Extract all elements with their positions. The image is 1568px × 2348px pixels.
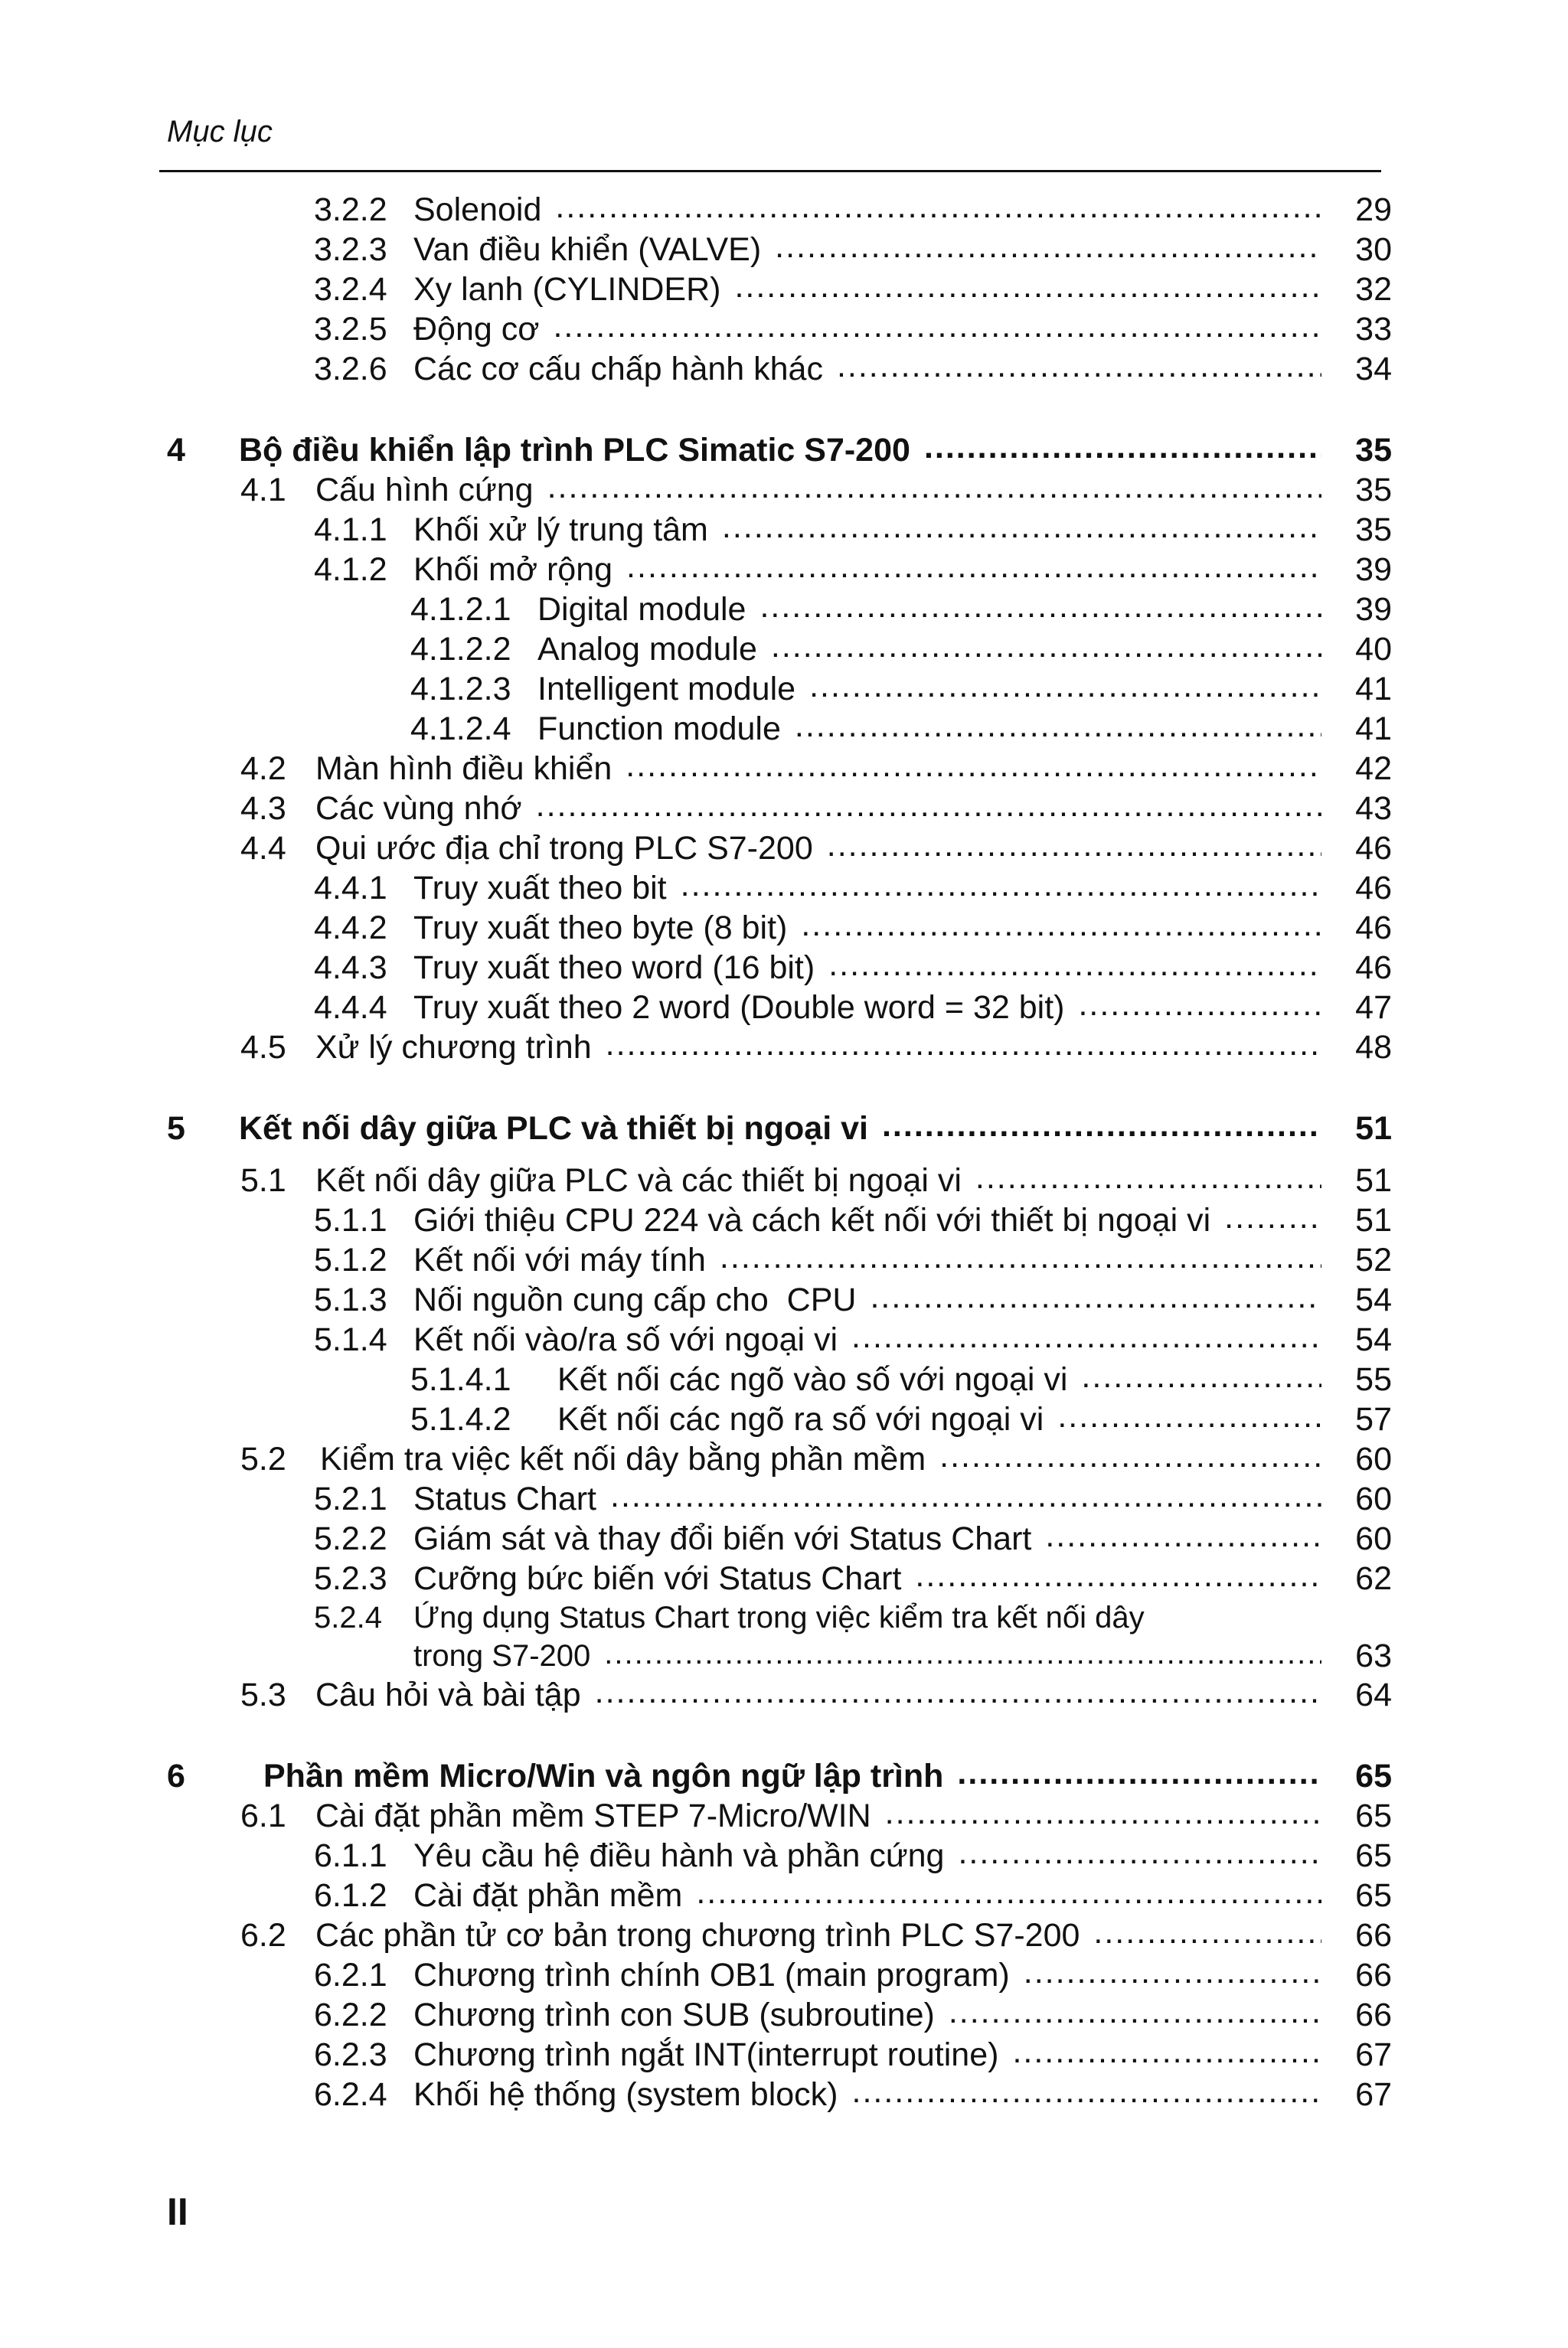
- toc-number: 6.2: [240, 1917, 286, 1954]
- toc-entry[interactable]: [0, 470, 1568, 510]
- toc-page: 65: [1355, 1798, 1392, 1834]
- toc-entry[interactable]: [0, 709, 1568, 749]
- toc-number: 5.1.2: [314, 1242, 387, 1279]
- toc-number: 4.1.2.4: [410, 710, 511, 747]
- toc-number: 5.2.3: [314, 1560, 387, 1597]
- toc-title: Status Chart: [413, 1481, 596, 1517]
- toc-page: 42: [1355, 750, 1392, 787]
- toc-title: Kết nối dây giữa PLC và thiết bị ngoại vi: [239, 1110, 868, 1147]
- toc-entry[interactable]: [0, 669, 1568, 709]
- dot-leader: [827, 828, 1321, 868]
- toc-title: Analog module: [537, 631, 757, 668]
- toc-number: 4: [167, 432, 185, 469]
- toc-number: 4.3: [240, 790, 286, 827]
- toc-page: 52: [1355, 1242, 1392, 1279]
- header-rule: [159, 170, 1381, 172]
- toc-title: Bộ điều khiển lập trình PLC Simatic S7-200: [239, 432, 910, 469]
- toc-number: 5.1.3: [314, 1282, 387, 1318]
- running-header: Mục lục: [167, 115, 273, 149]
- toc-title: Qui ước địa chỉ trong PLC S7-200: [315, 830, 813, 867]
- toc-number: 5.2.4: [314, 1601, 382, 1634]
- toc-entry[interactable]: [0, 1439, 1568, 1479]
- toc-entry[interactable]: [0, 1479, 1568, 1519]
- toc-entry[interactable]: [0, 1399, 1568, 1439]
- toc-entry[interactable]: [0, 1955, 1568, 1995]
- toc-chapter-entry[interactable]: [0, 1109, 1568, 1148]
- toc-entry[interactable]: [0, 1519, 1568, 1559]
- dot-leader: [1081, 1360, 1321, 1399]
- dot-leader: [734, 269, 1321, 309]
- toc-entry[interactable]: [0, 349, 1568, 389]
- dot-leader: [606, 1027, 1321, 1067]
- toc-page: 32: [1355, 271, 1392, 308]
- toc-number: 6.1: [240, 1798, 286, 1834]
- dot-leader: [975, 1161, 1321, 1200]
- toc-number: 4.2: [240, 750, 286, 787]
- dot-leader: [553, 309, 1321, 349]
- toc-entry[interactable]: [0, 1280, 1568, 1320]
- toc-title: Phần mềm Micro/Win và ngôn ngữ lập trình: [263, 1758, 944, 1794]
- toc-page: 66: [1355, 1957, 1392, 1994]
- dot-leader: [837, 349, 1321, 389]
- toc-number: 5.2.2: [314, 1520, 387, 1557]
- toc-page: 57: [1355, 1401, 1392, 1438]
- toc-entry[interactable]: [0, 2035, 1568, 2075]
- toc-page: 67: [1355, 2076, 1392, 2113]
- toc-number: 6.2.2: [314, 1997, 387, 2033]
- toc-entry[interactable]: [0, 749, 1568, 789]
- dot-leader: [771, 629, 1321, 669]
- toc-entry[interactable]: [0, 309, 1568, 349]
- toc-number: 3.2.3: [314, 231, 387, 268]
- toc-number: 6: [167, 1758, 185, 1794]
- toc-page: 47: [1355, 989, 1392, 1026]
- dot-leader: [1093, 1915, 1321, 1955]
- toc-entry[interactable]: [0, 1995, 1568, 2035]
- toc-number: 3.2.6: [314, 351, 387, 387]
- toc-entry[interactable]: [0, 1836, 1568, 1876]
- toc-page: 43: [1355, 790, 1392, 827]
- toc-title: Cài đặt phần mềm STEP 7-Micro/WIN: [315, 1798, 871, 1834]
- toc-entry-continuation[interactable]: [0, 1637, 1568, 1675]
- toc-page: 65: [1355, 1877, 1392, 1914]
- toc-title: Chương trình chính OB1 (main program): [413, 1957, 1010, 1994]
- dot-leader: [852, 2075, 1322, 2115]
- dot-leader: [626, 749, 1321, 789]
- toc-title: Động cơ: [413, 311, 540, 348]
- toc-entry[interactable]: [0, 1360, 1568, 1399]
- toc-title: Màn hình điều khiển: [315, 750, 612, 787]
- page-number: II: [167, 2190, 188, 2233]
- toc-chapter-entry[interactable]: [0, 430, 1568, 470]
- dot-leader: [1012, 2035, 1321, 2075]
- toc-title: Cưỡng bức biến với Status Chart: [413, 1560, 902, 1597]
- toc-entry[interactable]: [0, 1240, 1568, 1280]
- dot-leader: [1224, 1200, 1321, 1240]
- dot-leader: [915, 1559, 1321, 1599]
- toc-entry[interactable]: [0, 1675, 1568, 1715]
- toc-title: Khối hệ thống (system block): [413, 2076, 838, 2113]
- toc-page: 29: [1355, 191, 1392, 228]
- toc-number: 5.1.4: [314, 1321, 387, 1358]
- dot-leader: [722, 510, 1321, 550]
- toc-number: 6.1.1: [314, 1837, 387, 1874]
- toc-number: 3.2.2: [314, 191, 387, 228]
- dot-leader: [555, 190, 1321, 230]
- toc-number: 5.1.4.2: [410, 1401, 511, 1438]
- toc-title: Truy xuất theo 2 word (Double word = 32 bit): [413, 989, 1065, 1026]
- toc-entry[interactable]: [0, 2075, 1568, 2115]
- toc-entry[interactable]: [0, 828, 1568, 868]
- toc-page: 54: [1355, 1282, 1392, 1318]
- toc-entry[interactable]: [0, 908, 1568, 948]
- toc-number: 4.4.4: [314, 989, 387, 1026]
- toc-title: Kết nối vào/ra số với ngoại vi: [413, 1321, 838, 1358]
- toc-entry[interactable]: [0, 510, 1568, 550]
- toc-page: 46: [1355, 949, 1392, 986]
- toc-title: Câu hỏi và bài tập: [315, 1677, 581, 1713]
- toc-number: 4.4.1: [314, 870, 387, 906]
- toc-title: Nối nguồn cung cấp cho CPU: [413, 1282, 857, 1318]
- toc-page: 65: [1355, 1837, 1392, 1874]
- dot-leader: [958, 1836, 1321, 1876]
- toc-number: 4.1.2.1: [410, 591, 511, 628]
- toc-page: 46: [1355, 830, 1392, 867]
- dot-leader: [870, 1280, 1321, 1320]
- toc-page: 39: [1355, 551, 1392, 588]
- dot-leader: [610, 1479, 1321, 1519]
- toc-entry[interactable]: [0, 230, 1568, 269]
- toc-page: 60: [1355, 1481, 1392, 1517]
- toc-number: 4.1.2.3: [410, 671, 511, 707]
- toc-title: Chương trình con SUB (subroutine): [413, 1997, 935, 2033]
- toc-number: 6.2.3: [314, 2036, 387, 2073]
- toc-number: 5.2.1: [314, 1481, 387, 1517]
- dot-leader: [949, 1995, 1321, 2035]
- dot-leader: [801, 908, 1321, 948]
- toc-number: 6.2.1: [314, 1957, 387, 1994]
- table-of-contents: [0, 190, 1568, 2115]
- toc-page: 41: [1355, 710, 1392, 747]
- toc-number: 4.5: [240, 1029, 286, 1066]
- dot-leader: [924, 430, 1321, 470]
- toc-title: Digital module: [537, 591, 746, 628]
- toc-chapter-entry[interactable]: [0, 1756, 1568, 1796]
- toc-page: 60: [1355, 1441, 1392, 1478]
- toc-page: 51: [1355, 1110, 1392, 1147]
- toc-page: 34: [1355, 351, 1392, 387]
- toc-page: 54: [1355, 1321, 1392, 1358]
- toc-title: Truy xuất theo word (16 bit): [413, 949, 815, 986]
- toc-page: 30: [1355, 231, 1392, 268]
- toc-entry[interactable]: [0, 269, 1568, 309]
- toc-title: Khối mở rộng: [413, 551, 613, 588]
- toc-page: 65: [1355, 1758, 1392, 1794]
- toc-title: Intelligent module: [537, 671, 796, 707]
- toc-title: Xử lý chương trình: [315, 1029, 592, 1066]
- toc-entry[interactable]: [0, 1320, 1568, 1360]
- toc-number: 5.1.1: [314, 1202, 387, 1239]
- toc-title: Kết nối dây giữa PLC và các thiết bị ngoại vi: [315, 1162, 962, 1199]
- dot-leader: [760, 589, 1321, 629]
- toc-number: 6.2.4: [314, 2076, 387, 2113]
- dot-leader: [828, 948, 1321, 988]
- toc-entry[interactable]: [0, 948, 1568, 988]
- toc-page: 66: [1355, 1917, 1392, 1954]
- toc-title: Khối xử lý trung tâm: [413, 511, 708, 548]
- toc-title: Truy xuất theo byte (8 bit): [413, 909, 788, 946]
- toc-page: 51: [1355, 1202, 1392, 1239]
- toc-title: Cấu hình cứng: [315, 472, 534, 508]
- toc-title: Các phần tử cơ bản trong chương trình PLC S7-200: [315, 1917, 1080, 1954]
- toc-entry[interactable]: [0, 589, 1568, 629]
- toc-title: Kết nối các ngõ ra số với ngoại vi: [557, 1401, 1044, 1438]
- toc-entry[interactable]: [0, 988, 1568, 1027]
- toc-entry[interactable]: [0, 1876, 1568, 1915]
- toc-entry[interactable]: [0, 1559, 1568, 1599]
- toc-page: 66: [1355, 1997, 1392, 2033]
- toc-page: 41: [1355, 671, 1392, 707]
- toc-title: Các cơ cấu chấp hành khác: [413, 351, 823, 387]
- toc-page: 46: [1355, 870, 1392, 906]
- toc-title: Kiểm tra việc kết nối dây bằng phần mềm: [320, 1441, 926, 1478]
- dot-leader: [809, 669, 1321, 709]
- toc-number: 4.1.2: [314, 551, 387, 588]
- toc-page: 60: [1355, 1520, 1392, 1557]
- toc-page: 67: [1355, 2036, 1392, 2073]
- toc-title-continuation: trong S7-200: [413, 1639, 591, 1673]
- toc-page: 40: [1355, 631, 1392, 668]
- toc-number: 6.1.2: [314, 1877, 387, 1914]
- toc-page: 55: [1355, 1361, 1392, 1398]
- toc-title: Van điều khiển (VALVE): [413, 231, 762, 268]
- toc-page: 64: [1355, 1677, 1392, 1713]
- toc-title: Giới thiệu CPU 224 và cách kết nối với thiết bị ngoại vi: [413, 1202, 1211, 1239]
- toc-entry[interactable]: [0, 629, 1568, 669]
- dot-leader: [795, 709, 1321, 749]
- toc-number: 4.1.2.2: [410, 631, 511, 668]
- dot-leader: [1024, 1955, 1321, 1995]
- toc-title: Ứng dụng Status Chart trong việc kiểm tra kết nối dây: [413, 1601, 1145, 1634]
- toc-page: 62: [1355, 1560, 1392, 1597]
- toc-entry[interactable]: [0, 1796, 1568, 1836]
- dot-leader: [536, 789, 1321, 828]
- toc-title: Function module: [537, 710, 781, 747]
- dot-leader: [1045, 1519, 1321, 1559]
- toc-number: 4.4: [240, 830, 286, 867]
- toc-number: 4.4.3: [314, 949, 387, 986]
- toc-number: 3.2.4: [314, 271, 387, 308]
- toc-entry[interactable]: [0, 1200, 1568, 1240]
- toc-entry[interactable]: [0, 1161, 1568, 1200]
- toc-page: 63: [1355, 1638, 1392, 1674]
- toc-title: Kết nối các ngõ vào số với ngoại vi: [557, 1361, 1068, 1398]
- toc-number: 3.2.5: [314, 311, 387, 348]
- toc-title: Cài đặt phần mềm: [413, 1877, 683, 1914]
- dot-leader: [696, 1876, 1321, 1915]
- toc-page: 35: [1355, 472, 1392, 508]
- toc-entry[interactable]: [0, 1599, 1568, 1637]
- dot-leader: [957, 1756, 1321, 1796]
- toc-number: 5.1: [240, 1162, 286, 1199]
- toc-page: 35: [1355, 511, 1392, 548]
- toc-title: Yêu cầu hệ điều hành và phần cứng: [413, 1837, 945, 1874]
- toc-number: 4.1.1: [314, 511, 387, 548]
- dot-leader: [775, 230, 1321, 269]
- dot-leader: [939, 1439, 1321, 1479]
- toc-page: 46: [1355, 909, 1392, 946]
- toc-entry[interactable]: [0, 1915, 1568, 1955]
- dot-leader: [626, 550, 1321, 589]
- dot-leader: [681, 868, 1321, 908]
- toc-title: Kết nối với máy tính: [413, 1242, 706, 1279]
- toc-number: 5.1.4.1: [410, 1361, 511, 1398]
- toc-entry[interactable]: [0, 868, 1568, 908]
- toc-page: 48: [1355, 1029, 1392, 1066]
- dot-leader: [1057, 1399, 1321, 1439]
- toc-entry[interactable]: [0, 789, 1568, 828]
- dot-leader: [720, 1240, 1321, 1280]
- toc-number: 5.3: [240, 1677, 286, 1713]
- dot-leader: [547, 470, 1321, 510]
- dot-leader: [851, 1320, 1321, 1360]
- toc-title: Giám sát và thay đổi biến với Status Chart: [413, 1520, 1032, 1557]
- toc-title: Chương trình ngắt INT(interrupt routine): [413, 2036, 999, 2073]
- toc-number: 5.2: [240, 1441, 286, 1478]
- toc-entry[interactable]: [0, 550, 1568, 589]
- toc-number: 5: [167, 1110, 185, 1147]
- toc-title: Solenoid: [413, 191, 542, 228]
- toc-page: 33: [1355, 311, 1392, 348]
- dot-leader: [885, 1796, 1321, 1836]
- dot-leader: [882, 1109, 1321, 1148]
- toc-page: 35: [1355, 432, 1392, 469]
- toc-page: 39: [1355, 591, 1392, 628]
- toc-entry[interactable]: [0, 1027, 1568, 1067]
- toc-number: 4.1: [240, 472, 286, 508]
- toc-title: Các vùng nhớ: [315, 790, 522, 827]
- toc-title: Xy lanh (CYLINDER): [413, 271, 721, 308]
- toc-entry[interactable]: [0, 190, 1568, 230]
- dot-leader: [1078, 988, 1321, 1027]
- dot-leader: [595, 1675, 1321, 1715]
- toc-number: 4.4.2: [314, 909, 387, 946]
- toc-title: Truy xuất theo bit: [413, 870, 667, 906]
- toc-page: 51: [1355, 1162, 1392, 1199]
- dot-leader: [604, 1635, 1321, 1675]
